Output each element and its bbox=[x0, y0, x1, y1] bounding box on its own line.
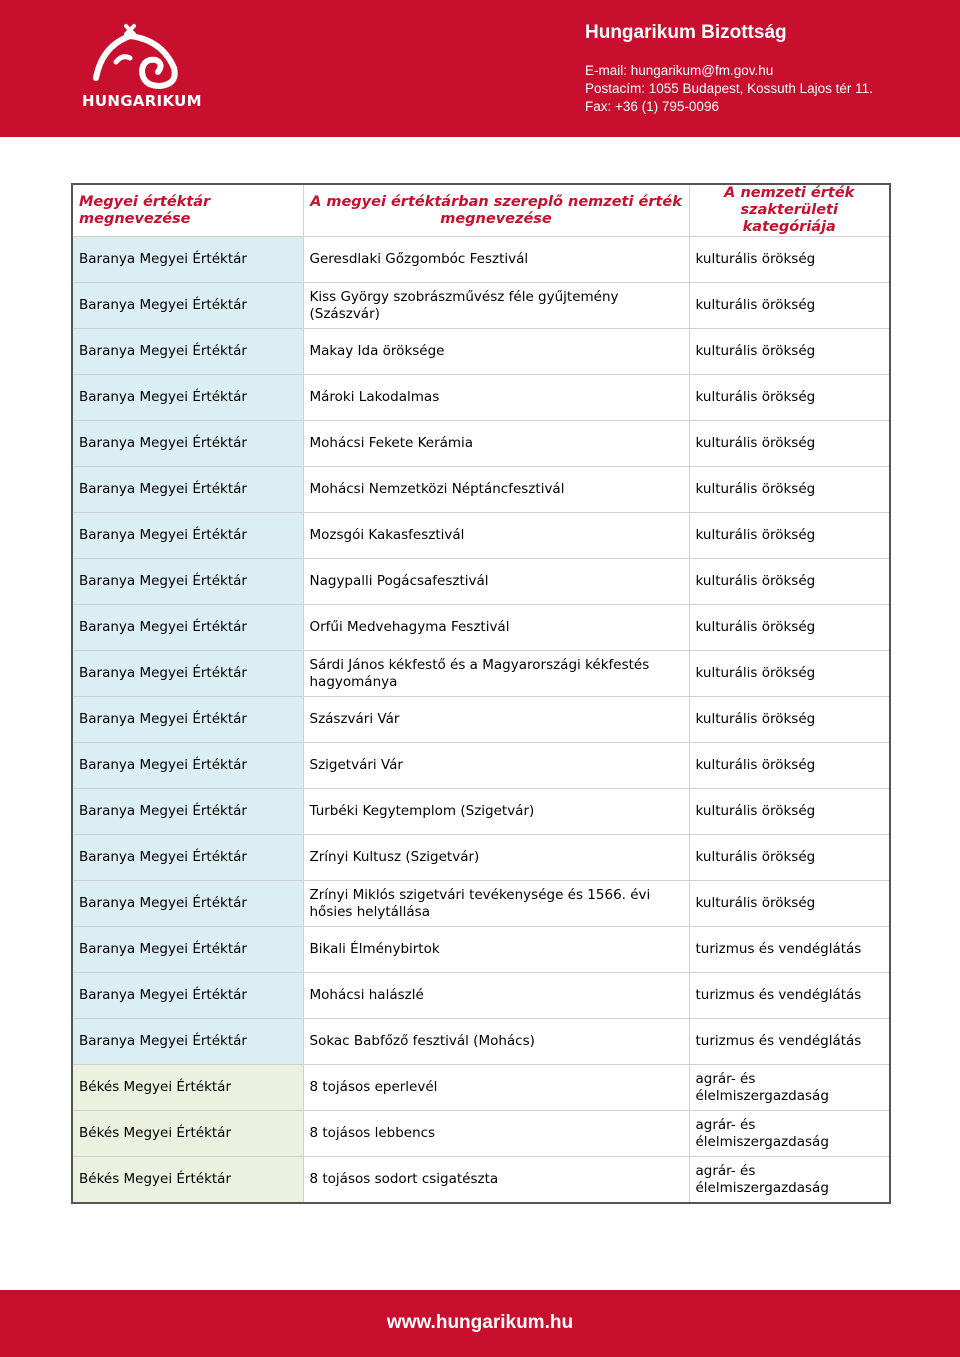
table-row bbox=[72, 651, 890, 697]
org-name: Hungarikum Bizottság bbox=[585, 22, 787, 43]
category-cell: agrár- és élelmiszergazdaság bbox=[689, 1065, 890, 1111]
category-cell: kulturális örökség bbox=[689, 697, 890, 743]
category-cell: turizmus és vendéglátás bbox=[689, 973, 890, 1019]
county-cell: Baranya Megyei Értéktár bbox=[72, 1019, 303, 1065]
org-contact-block bbox=[585, 22, 873, 116]
category-cell: kulturális örökség bbox=[689, 513, 890, 559]
table-row bbox=[72, 927, 890, 973]
category-cell: turizmus és vendéglátás bbox=[689, 1019, 890, 1065]
category-cell: kulturális örökség bbox=[689, 743, 890, 789]
hungarikum-logo bbox=[82, 18, 202, 118]
category-cell: agrár- és élelmiszergazdaság bbox=[689, 1157, 890, 1204]
table-row bbox=[72, 375, 890, 421]
footer-website-link[interactable]: www.hungarikum.hu bbox=[386, 1312, 574, 1333]
county-cell: Baranya Megyei Értéktár bbox=[72, 651, 303, 697]
value-cell: 8 tojásos eperlevél bbox=[303, 1065, 689, 1111]
table-header-row bbox=[72, 184, 890, 237]
org-address: Postacím: 1055 Budapest, Kossuth Lajos tér 11. bbox=[585, 81, 873, 96]
county-cell: Baranya Megyei Értéktár bbox=[72, 835, 303, 881]
county-cell: Baranya Megyei Értéktár bbox=[72, 513, 303, 559]
county-cell: Baranya Megyei Értéktár bbox=[72, 697, 303, 743]
table-row bbox=[72, 467, 890, 513]
org-email[interactable]: E-mail: hungarikum@fm.gov.hu bbox=[585, 63, 774, 78]
county-cell: Baranya Megyei Értéktár bbox=[72, 283, 303, 329]
spiral-logo-icon bbox=[82, 18, 198, 92]
table-body bbox=[72, 237, 890, 1204]
value-cell: Turbéki Kegytemplom (Szigetvár) bbox=[303, 789, 689, 835]
value-cell: Mohácsi halászlé bbox=[303, 973, 689, 1019]
value-cell: Zrínyi Miklós szigetvári tevékenysége és 1566. évi hősies helytállása bbox=[303, 881, 689, 927]
value-cell: 8 tojásos sodort csigatészta bbox=[303, 1157, 689, 1204]
table-row bbox=[72, 513, 890, 559]
table-row bbox=[72, 237, 890, 283]
category-cell: kulturális örökség bbox=[689, 789, 890, 835]
table-row bbox=[72, 743, 890, 789]
header-county: Megyei értéktár megnevezése bbox=[72, 184, 303, 237]
value-cell: Orfűi Medvehagyma Fesztivál bbox=[303, 605, 689, 651]
category-cell: kulturális örökség bbox=[689, 559, 890, 605]
table-row bbox=[72, 283, 890, 329]
county-cell: Békés Megyei Értéktár bbox=[72, 1111, 303, 1157]
county-cell: Baranya Megyei Értéktár bbox=[72, 467, 303, 513]
value-cell: Mároki Lakodalmas bbox=[303, 375, 689, 421]
category-cell: kulturális örökség bbox=[689, 421, 890, 467]
county-cell: Békés Megyei Értéktár bbox=[72, 1065, 303, 1111]
table-row bbox=[72, 1157, 890, 1204]
category-cell: kulturális örökség bbox=[689, 375, 890, 421]
table-row bbox=[72, 1019, 890, 1065]
county-cell: Békés Megyei Értéktár bbox=[72, 1157, 303, 1204]
county-cell: Baranya Megyei Értéktár bbox=[72, 927, 303, 973]
category-cell: kulturális örökség bbox=[689, 605, 890, 651]
value-cell: Szászvári Vár bbox=[303, 697, 689, 743]
page-footer bbox=[0, 1290, 960, 1357]
county-cell: Baranya Megyei Értéktár bbox=[72, 559, 303, 605]
county-cell: Baranya Megyei Értéktár bbox=[72, 973, 303, 1019]
table-row bbox=[72, 973, 890, 1019]
category-cell: kulturális örökség bbox=[689, 237, 890, 283]
category-cell: agrár- és élelmiszergazdaság bbox=[689, 1111, 890, 1157]
county-cell: Baranya Megyei Értéktár bbox=[72, 881, 303, 927]
value-cell: 8 tojásos lebbencs bbox=[303, 1111, 689, 1157]
table-row bbox=[72, 1065, 890, 1111]
county-cell: Baranya Megyei Értéktár bbox=[72, 789, 303, 835]
value-cell: Kiss György szobrászművész féle gyűjtemény (Szászvár) bbox=[303, 283, 689, 329]
page-header bbox=[0, 0, 960, 137]
value-cell: Nagypalli Pogácsafesztivál bbox=[303, 559, 689, 605]
value-cell: Zrínyi Kultusz (Szigetvár) bbox=[303, 835, 689, 881]
category-cell: kulturális örökség bbox=[689, 283, 890, 329]
value-cell: Makay Ida öröksége bbox=[303, 329, 689, 375]
table-row bbox=[72, 1111, 890, 1157]
value-table bbox=[71, 183, 891, 1204]
table-row bbox=[72, 329, 890, 375]
value-cell: Sokac Babfőző fesztivál (Mohács) bbox=[303, 1019, 689, 1065]
category-cell: turizmus és vendéglátás bbox=[689, 927, 890, 973]
county-cell: Baranya Megyei Értéktár bbox=[72, 743, 303, 789]
value-cell: Mohácsi Nemzetközi Néptáncfesztivál bbox=[303, 467, 689, 513]
county-cell: Baranya Megyei Értéktár bbox=[72, 237, 303, 283]
category-cell: kulturális örökség bbox=[689, 329, 890, 375]
table-row bbox=[72, 835, 890, 881]
county-cell: Baranya Megyei Értéktár bbox=[72, 421, 303, 467]
county-cell: Baranya Megyei Értéktár bbox=[72, 329, 303, 375]
value-cell: Mozsgói Kakasfesztivál bbox=[303, 513, 689, 559]
category-cell: kulturális örökség bbox=[689, 467, 890, 513]
table-row bbox=[72, 559, 890, 605]
value-cell: Sárdi János kékfestő és a Magyarországi kékfestés hagyománya bbox=[303, 651, 689, 697]
category-cell: kulturális örökség bbox=[689, 881, 890, 927]
value-cell: Bikali Élménybirtok bbox=[303, 927, 689, 973]
value-cell: Szigetvári Vár bbox=[303, 743, 689, 789]
county-cell: Baranya Megyei Értéktár bbox=[72, 375, 303, 421]
table-row bbox=[72, 789, 890, 835]
value-cell: Mohácsi Fekete Kerámia bbox=[303, 421, 689, 467]
table-row bbox=[72, 421, 890, 467]
value-cell: Geresdlaki Gőzgombóc Fesztivál bbox=[303, 237, 689, 283]
table-row bbox=[72, 697, 890, 743]
table-row bbox=[72, 605, 890, 651]
header-value: A megyei értéktárban szereplő nemzeti érték megnevezése bbox=[303, 184, 689, 237]
logo-wordmark: HUNGARIKUM bbox=[82, 92, 202, 110]
header-category: A nemzeti érték szakterületi kategóriája bbox=[689, 184, 890, 237]
category-cell: kulturális örökség bbox=[689, 651, 890, 697]
county-cell: Baranya Megyei Értéktár bbox=[72, 605, 303, 651]
org-fax: Fax: +36 (1) 795-0096 bbox=[585, 99, 719, 114]
category-cell: kulturális örökség bbox=[689, 835, 890, 881]
table-row bbox=[72, 881, 890, 927]
